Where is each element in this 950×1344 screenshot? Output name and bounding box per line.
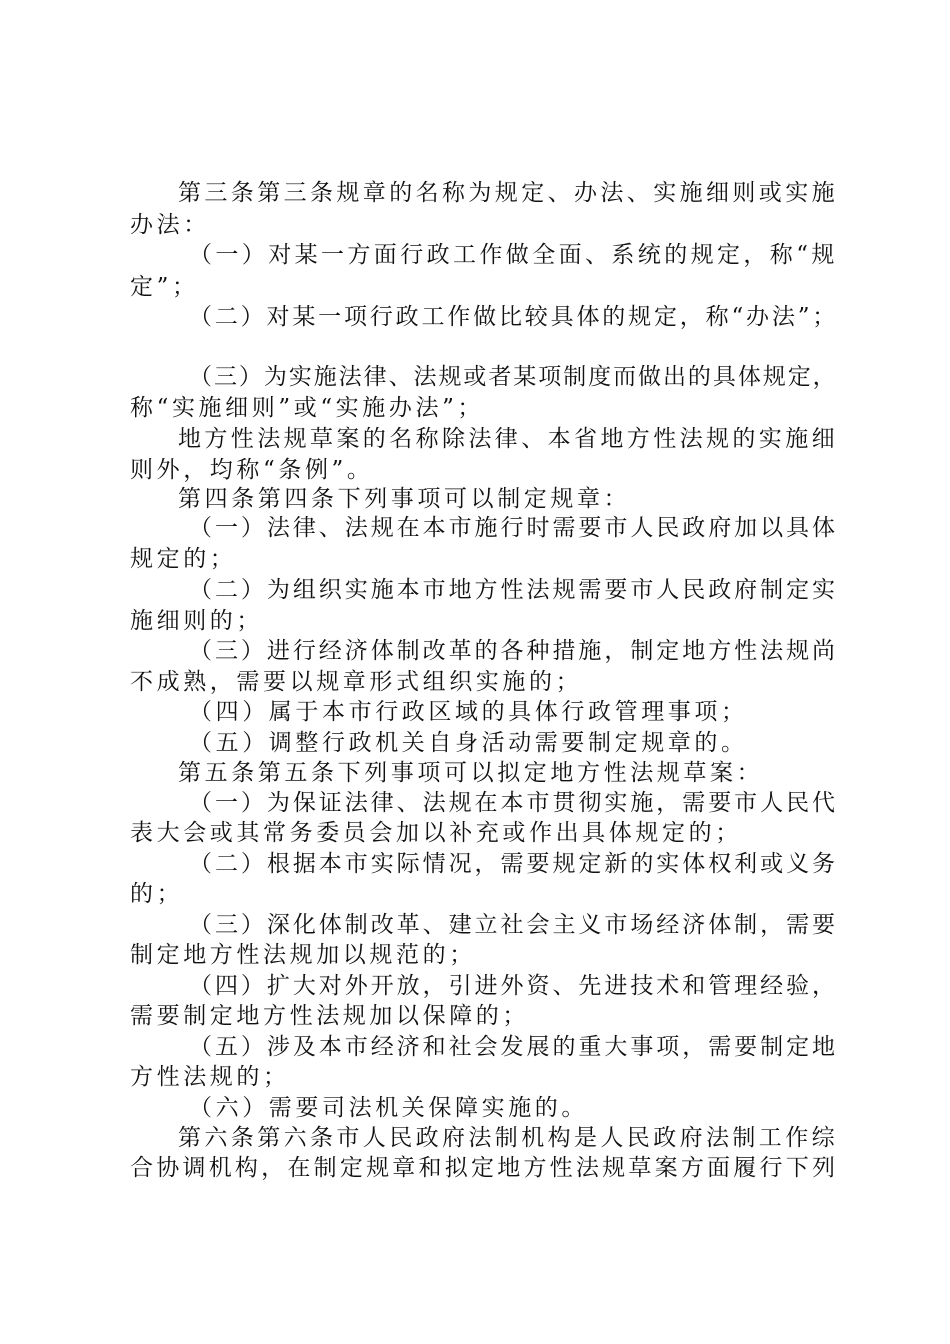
text-line: 称“实施细则”或“实施办法”； [130, 395, 485, 421]
list-item: （六）需要司法机关保障实施的。 [189, 1095, 588, 1121]
text-line: 的； [130, 881, 184, 907]
text-line: 需要制定地方性法规加以保障的； [130, 1003, 529, 1029]
article-5-heading: 第五条第五条下列事项可以拟定地方性法规草案： [178, 760, 764, 786]
list-item: （三）深化体制改革、建立社会主义市场经济体制，需要 [189, 912, 838, 938]
list-item: （一）为保证法律、法规在本市贯彻实施，需要市人民代 [189, 790, 838, 816]
article-4-heading: 第四条第四条下列事项可以制定规章： [178, 486, 631, 512]
text-line: 则外，均称“条例”。 [130, 457, 374, 483]
article-6-heading: 第六条第六条市人民政府法制机构是人民政府法制工作综 [178, 1125, 838, 1151]
text-line: 合协调机构，在制定规章和拟定地方性法规草案方面履行下列 [130, 1155, 839, 1181]
list-item: （三）进行经济体制改革的各种措施，制定地方性法规尚 [189, 638, 838, 664]
list-item: （四）属于本市行政区域的具体行政管理事项； [189, 699, 748, 725]
list-item: （四）扩大对外开放，引进外资、先进技术和管理经验， [189, 973, 838, 999]
text-line: 规定的； [130, 546, 237, 572]
article-3-heading: 第三条第三条规章的名称为规定、办法、实施细则或实施 [178, 180, 838, 206]
list-item: （五）调整行政机关自身活动需要制定规章的。 [189, 730, 748, 756]
paragraph: 地方性法规草案的名称除法律、本省地方性法规的实施细 [178, 426, 838, 452]
list-item: （二）根据本市实际情况，需要规定新的实体权利或义务 [189, 851, 838, 877]
text-line: 方性法规的； [130, 1064, 290, 1090]
text-line: 表大会或其常务委员会加以补充或作出具体规定的； [130, 820, 742, 846]
text-line: 制定地方性法规加以规范的； [130, 942, 476, 968]
text-line: 不成熟，需要以规章形式组织实施的； [130, 669, 583, 695]
list-item: （三）为实施法律、法规或者某项制度而做出的具体规定， [189, 364, 838, 390]
list-item: （二）为组织实施本市地方性法规需要市人民政府制定实 [189, 577, 838, 603]
list-item: （五）涉及本市经济和社会发展的重大事项，需要制定地 [189, 1034, 838, 1060]
list-item: （一）法律、法规在本市施行时需要市人民政府加以具体 [189, 515, 838, 541]
text-line: 办法： [130, 212, 210, 238]
list-item: （一）对某一方面行政工作做全面、系统的规定，称“规 [189, 242, 838, 268]
list-item: （二）对某一项行政工作做比较具体的规定，称“办法”； [189, 304, 839, 330]
text-line: 施细则的； [130, 608, 263, 634]
text-line: 定”； [130, 274, 199, 300]
